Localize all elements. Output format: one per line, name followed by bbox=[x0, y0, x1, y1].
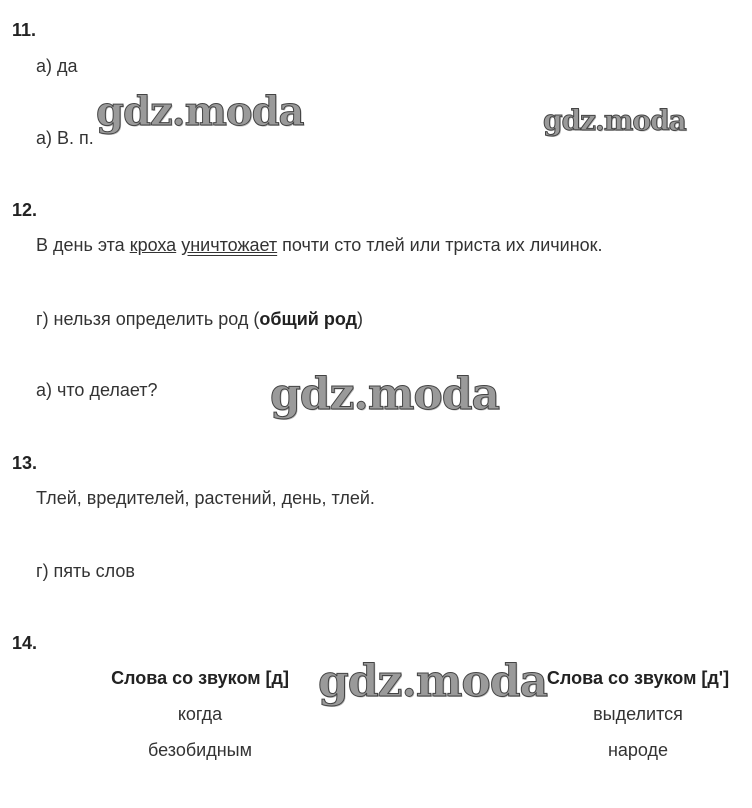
table-header-d-soft: Слова со звуком [д'] bbox=[546, 668, 730, 688]
task-number-14: 14. bbox=[12, 633, 38, 653]
answer-bold: общий род bbox=[259, 309, 358, 329]
watermark: gdz.moda bbox=[96, 88, 304, 135]
task-number-11: 11. bbox=[12, 20, 37, 40]
answer-line: а) В. п. bbox=[36, 128, 94, 148]
sentence-part: В день эта bbox=[36, 235, 130, 255]
answer-line bbox=[36, 309, 363, 330]
table-cell: безобидным bbox=[148, 740, 252, 760]
table-cell: народе bbox=[607, 740, 669, 760]
task-number-12: 12. bbox=[12, 200, 38, 220]
answer-line: а) да bbox=[36, 56, 78, 76]
answer-part: ) bbox=[357, 309, 364, 329]
table-cell: когда bbox=[177, 704, 223, 724]
subject-word: кроха bbox=[129, 235, 177, 255]
predicate-word: уничтожает bbox=[181, 235, 278, 255]
answer-line: г) пять слов bbox=[36, 561, 135, 581]
answer-line: а) что делает? bbox=[36, 380, 158, 400]
task-number-13: 13. bbox=[12, 453, 38, 473]
watermark: gdz.moda bbox=[318, 656, 548, 707]
answer-part: г) нельзя определить род ( bbox=[36, 309, 260, 329]
sentence-part: почти сто тлей или триста их личинок. bbox=[277, 235, 603, 255]
answer-line: Тлей, вредителей, растений, день, тлей. bbox=[36, 488, 375, 508]
watermark: gdz.moda bbox=[543, 104, 686, 137]
sentence bbox=[36, 235, 603, 256]
table-cell: выделится bbox=[593, 704, 683, 724]
table-header-d: Слова со звуком [д] bbox=[111, 668, 289, 688]
watermark: gdz.moda bbox=[270, 369, 500, 420]
